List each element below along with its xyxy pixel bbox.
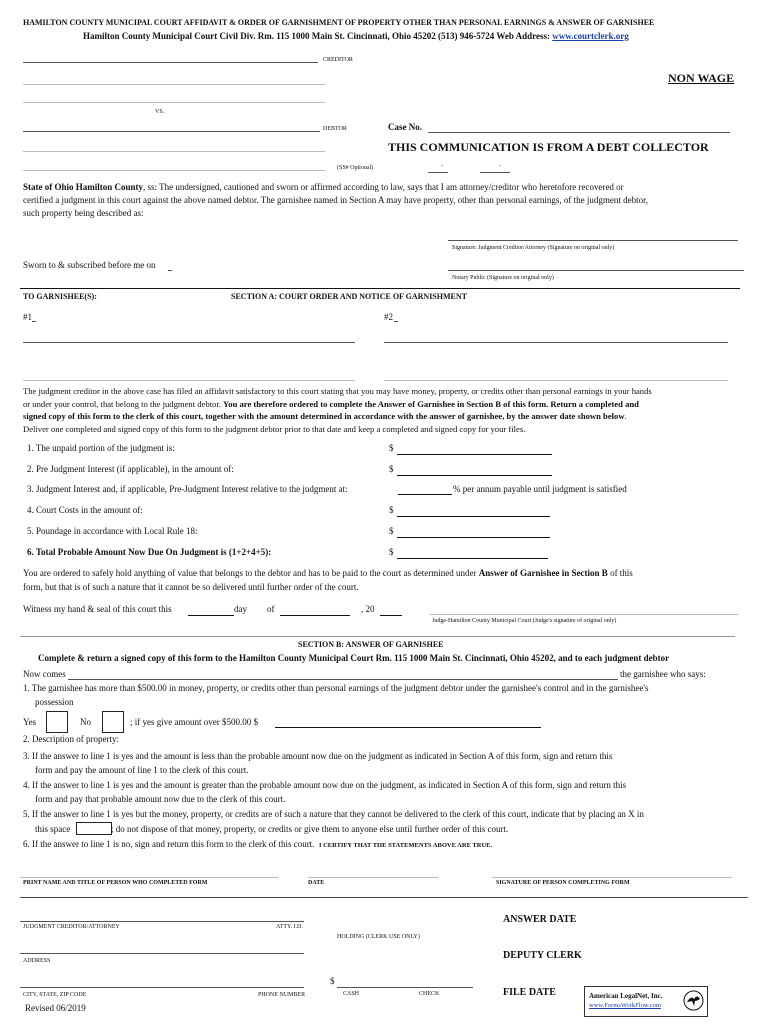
print-name-label: PRINT NAME AND TITLE OF PERSON WHO COMPLETED FORM: [23, 880, 208, 886]
item-2-amount-field[interactable]: [397, 475, 552, 476]
affidavit-line-2: certified a judgment in this court against the above named debtor. The garnishee named in Section A may have property, other than personal earnings, of the judgment debtor,: [23, 195, 648, 205]
order-text-c: of this: [607, 568, 633, 578]
brand-url-link[interactable]: www.FormsWorkFlow.com: [589, 1002, 661, 1009]
revised-date: Revised 06/2019: [25, 1003, 86, 1013]
line-2-text: 2. Description of property:: [23, 734, 119, 744]
garnishee-2-address-2[interactable]: [384, 380, 728, 381]
garnishee-2-address-1[interactable]: [384, 342, 728, 343]
vs-label: VS.: [155, 109, 165, 115]
creditor-line: [23, 62, 318, 63]
section-divider-b: [20, 636, 735, 637]
notice-line-2: [23, 400, 639, 409]
ss-field-2[interactable]: [480, 172, 510, 173]
ss-optional-label: (SS# Optional): [337, 165, 374, 171]
witness-year-field[interactable]: [380, 615, 402, 616]
eagle-seal-icon: [683, 990, 704, 1011]
witness-month-field[interactable]: [280, 615, 350, 616]
notice-line-3: [23, 412, 627, 421]
item-5-label: 5. Poundage in accordance with Local Rule 18:: [27, 526, 198, 536]
to-garnishee-label: TO GARNISHEE(S):: [23, 292, 97, 301]
garnishee-1-address-2[interactable]: [23, 380, 355, 381]
affidavit-text-1: , ss: The undersigned, cautioned and sworn or affirmed according to law, says that I am attorney/creditor who heretofore recovered or: [143, 182, 624, 192]
item-1-dollar: $: [389, 443, 394, 453]
line-5-text-b: this space: [35, 824, 71, 834]
witness-of-label: of: [267, 604, 275, 614]
order-line-2: form, but that is of such a nature that it cannot be so delivered until further order of the court.: [23, 582, 359, 592]
ss-field-1[interactable]: [428, 172, 448, 173]
creditor-signature-line[interactable]: [448, 240, 738, 241]
notice-line-2b: You are therefore ordered to complete the Answer of Garnishee in Section B of this form. Return a completed and: [223, 399, 639, 409]
answer-date-label: ANSWER DATE: [503, 914, 577, 925]
line-3-text-b: form and pay the amount of line 1 to the clerk of this court.: [35, 765, 249, 775]
line-4-text-a: 4. If the answer to line 1 is yes and the amount is greater than the probable amount now due on the judgment, as indicated in Section A of this form, sign and return this: [23, 780, 627, 790]
yes-checkbox[interactable]: [46, 711, 68, 733]
garnishee-name-field[interactable]: [68, 679, 618, 680]
judge-signature-line[interactable]: [430, 614, 738, 615]
item-2-label: 2. Pre Judgment Interest (if applicable), in the amount of:: [27, 464, 234, 474]
section-b-subtitle: Complete & return a signed copy of this form to the Hamilton County Municipal Court Rm. 115 1000 Main St. Cincinnati, Ohio 45202, and to each judgment debtor: [38, 653, 670, 663]
item-6-label: 6. Total Probable Amount Now Due On Judgment is (1+2+4+5):: [27, 547, 272, 557]
court-website-link[interactable]: www.courtclerk.org: [552, 31, 629, 41]
creditor-label: CREDITOR: [323, 57, 353, 63]
sworn-date-field[interactable]: [168, 270, 172, 271]
cash-label: CASH: [343, 991, 360, 997]
witness-day-field[interactable]: [188, 615, 234, 616]
line-1-possession: possession: [35, 697, 74, 707]
line-6-main: 6. If the answer to line 1 is no, sign and return this form to the clerk of this court.: [23, 839, 315, 849]
item-1-label: 1. The unpaid portion of the judgment is:: [27, 443, 175, 453]
line-3-text-a: 3. If the answer to line 1 is yes and the amount is less than the probable amount now due on the judgment as indicated in Section A of this form, sign and return this: [23, 751, 613, 761]
item-4-dollar: $: [389, 505, 394, 515]
order-text-b: Answer of Garnishee in Section B: [478, 568, 608, 578]
notary-label: Notary Public (Signature on original only): [452, 275, 554, 281]
signature-line[interactable]: [492, 877, 732, 878]
garnishee-1-field[interactable]: [32, 321, 36, 322]
debtor-label: DEBTOR: [323, 126, 347, 132]
judge-signature-label: Judge-Hamilton County Municipal Court (Judge's signature of original only): [432, 618, 617, 624]
deputy-clerk-label: DEPUTY CLERK: [503, 950, 582, 961]
form-title: HAMILTON COUNTY MUNICIPAL COURT AFFIDAVIT & ORDER OF GARNISHMENT OF PROPERTY OTHER THAN PERSONAL EARNINGS & ANSWER OF GARNISHEE: [23, 18, 655, 27]
no-checkbox[interactable]: [102, 711, 124, 733]
case-number-label: Case No.: [388, 122, 422, 132]
file-date-label: FILE DATE: [503, 987, 556, 998]
item-4-label: 4. Court Costs in the amount of:: [27, 505, 143, 515]
order-text-a: You are ordered to safely hold anything of value that belongs to the debtor and has to be paid to the court as determined under: [23, 568, 479, 578]
item-3-rate-field[interactable]: [398, 494, 452, 495]
signature-label: SIGNATURE OF PERSON COMPLETING FORM: [496, 880, 630, 886]
debtor-address-line-2: [23, 170, 325, 171]
non-wage-label: NON WAGE: [668, 71, 735, 85]
line-5-text-a: 5. If the answer to line 1 is yes but the money, property, or credits are of such a nature that they cannot be delivered to the clerk of this court, indicate that by placing an X in: [23, 809, 644, 819]
affidavit-line-1: [23, 183, 624, 192]
witness-year-label: , 20: [361, 604, 375, 614]
notice-line-3-text: signed copy of this form to the clerk of this court, together with the amount determined in accordance with the answer of garnishee, by the answer date shown below: [23, 411, 625, 421]
creditor-signature-label: Signature: Judgment Creditor/Attorney (Signature on original only): [452, 245, 615, 251]
if-yes-label: ; if yes give amount over $500.00 $: [130, 717, 258, 727]
garnishee-2-field[interactable]: [394, 321, 398, 322]
who-says-label: the garnishee who says:: [620, 669, 706, 679]
affidavit-line-3: such property being described as:: [23, 208, 144, 218]
notice-line-3-end: .: [624, 411, 627, 421]
phone-label: PHONE NUMBER: [258, 992, 306, 998]
holding-dollar-sign: $: [330, 976, 335, 986]
court-address-text: Hamilton County Municipal Court Civil Div. Rm. 115 1000 Main St. Cincinnati, Ohio 45202 (513) 946-5724 Web Address:: [83, 31, 553, 41]
case-number-field[interactable]: [428, 132, 730, 133]
atty-id-label: ATTY. I.D.: [276, 924, 303, 930]
section-b-title: SECTION B: ANSWER OF GARNISHEE: [298, 640, 444, 649]
notice-line-4: Deliver one completed and signed copy of this form to the judgment debtor prior to that date and keep a completed and signed copy for your files.: [23, 424, 526, 434]
city-state-label: CITY, STATE, ZIP CODE: [23, 992, 87, 998]
now-comes-label: Now comes: [23, 669, 66, 679]
notice-line-1: The judgment creditor in the above case has filed an affidavit satisfactory to this court stating that you may have money, property, or credits other than personal earnings in your hands: [23, 386, 652, 396]
item-1-amount-field[interactable]: [397, 454, 552, 455]
ss-dash-1: -: [441, 163, 443, 169]
creditor-address-line-1: [23, 84, 325, 85]
court-address: [83, 32, 629, 41]
item-6-amount-field[interactable]: [397, 558, 548, 559]
debtor-address-line-1: [23, 151, 325, 152]
address-label: ADDRESS: [23, 958, 51, 964]
city-state-line[interactable]: [20, 987, 304, 988]
brand-name: American LegalNet, Inc.: [589, 992, 663, 1000]
section-divider-a: [20, 288, 740, 289]
line-4-text-b: form and pay that probable amount now due to the clerk of this court.: [35, 794, 286, 804]
garnishee-1-address-1[interactable]: [23, 342, 355, 343]
print-name-line[interactable]: [20, 877, 278, 878]
witness-day-label: day: [234, 604, 247, 614]
garnishee-2-label: #2: [384, 312, 393, 322]
holding-label: HOLDING (CLERK USE ONLY): [337, 934, 420, 940]
judgment-creditor-line[interactable]: [20, 921, 304, 922]
ss-dash-2: -: [499, 163, 501, 169]
notice-line-2a: or under your control, that belong to the judgment debtor.: [23, 399, 224, 409]
section-a-title: SECTION A: COURT ORDER AND NOTICE OF GARNISHMENT: [231, 292, 467, 301]
no-label: No: [80, 717, 91, 727]
debt-collector-notice: THIS COMMUNICATION IS FROM A DEBT COLLECTOR: [388, 140, 709, 154]
line-5-text-c: ; do not dispose of that money, property, or credits or give them to anyone else until further order of this court.: [111, 824, 509, 834]
yes-label: Yes: [23, 717, 37, 727]
notary-signature-line[interactable]: [448, 270, 744, 271]
line-1-text: 1. The garnishee has more than $500.00 in money, property, or credits other than personal earnings of the judgment debtor under the garnishee's control and in the garnishee's: [23, 683, 649, 693]
debtor-line: [23, 131, 320, 132]
date-line[interactable]: [308, 877, 438, 878]
check-label: CHECK: [419, 991, 440, 997]
item-3-label: 3. Judgment Interest and, if applicable, Pre-Judgment Interest relative to the judgment at:: [27, 484, 348, 494]
order-line-1: [23, 569, 633, 578]
judgment-creditor-label: JUDGMENT CREDITOR/ATTORNEY: [23, 924, 120, 930]
witness-label: Witness my hand & seal of this court this: [23, 604, 172, 614]
line-6-text: [23, 840, 492, 850]
date-label: DATE: [308, 880, 325, 886]
affidavit-lead: State of Ohio Hamilton County: [23, 182, 144, 192]
certify-statement: I CERTIFY THAT THE STATEMENTS ABOVE ARE TRUE.: [318, 842, 493, 849]
item-3-per-annum: % per annum payable until judgment is satisfied: [453, 484, 627, 494]
address-line[interactable]: [20, 953, 304, 954]
item-5-amount-field[interactable]: [397, 537, 550, 538]
item-4-amount-field[interactable]: [397, 516, 550, 517]
creditor-address-line-2: [23, 102, 325, 103]
garnishee-1-label: #1: [23, 312, 32, 322]
line-5-x-box[interactable]: [76, 822, 112, 835]
holding-amount-field[interactable]: [337, 987, 473, 988]
brand-box: [584, 986, 708, 1017]
item-6-dollar: $: [389, 547, 394, 557]
item-2-dollar: $: [389, 464, 394, 474]
item-5-dollar: $: [389, 526, 394, 536]
footer-divider: [20, 897, 748, 898]
over-500-amount-field[interactable]: [275, 727, 541, 728]
sworn-label: Sworn to & subscribed before me on: [23, 260, 156, 270]
